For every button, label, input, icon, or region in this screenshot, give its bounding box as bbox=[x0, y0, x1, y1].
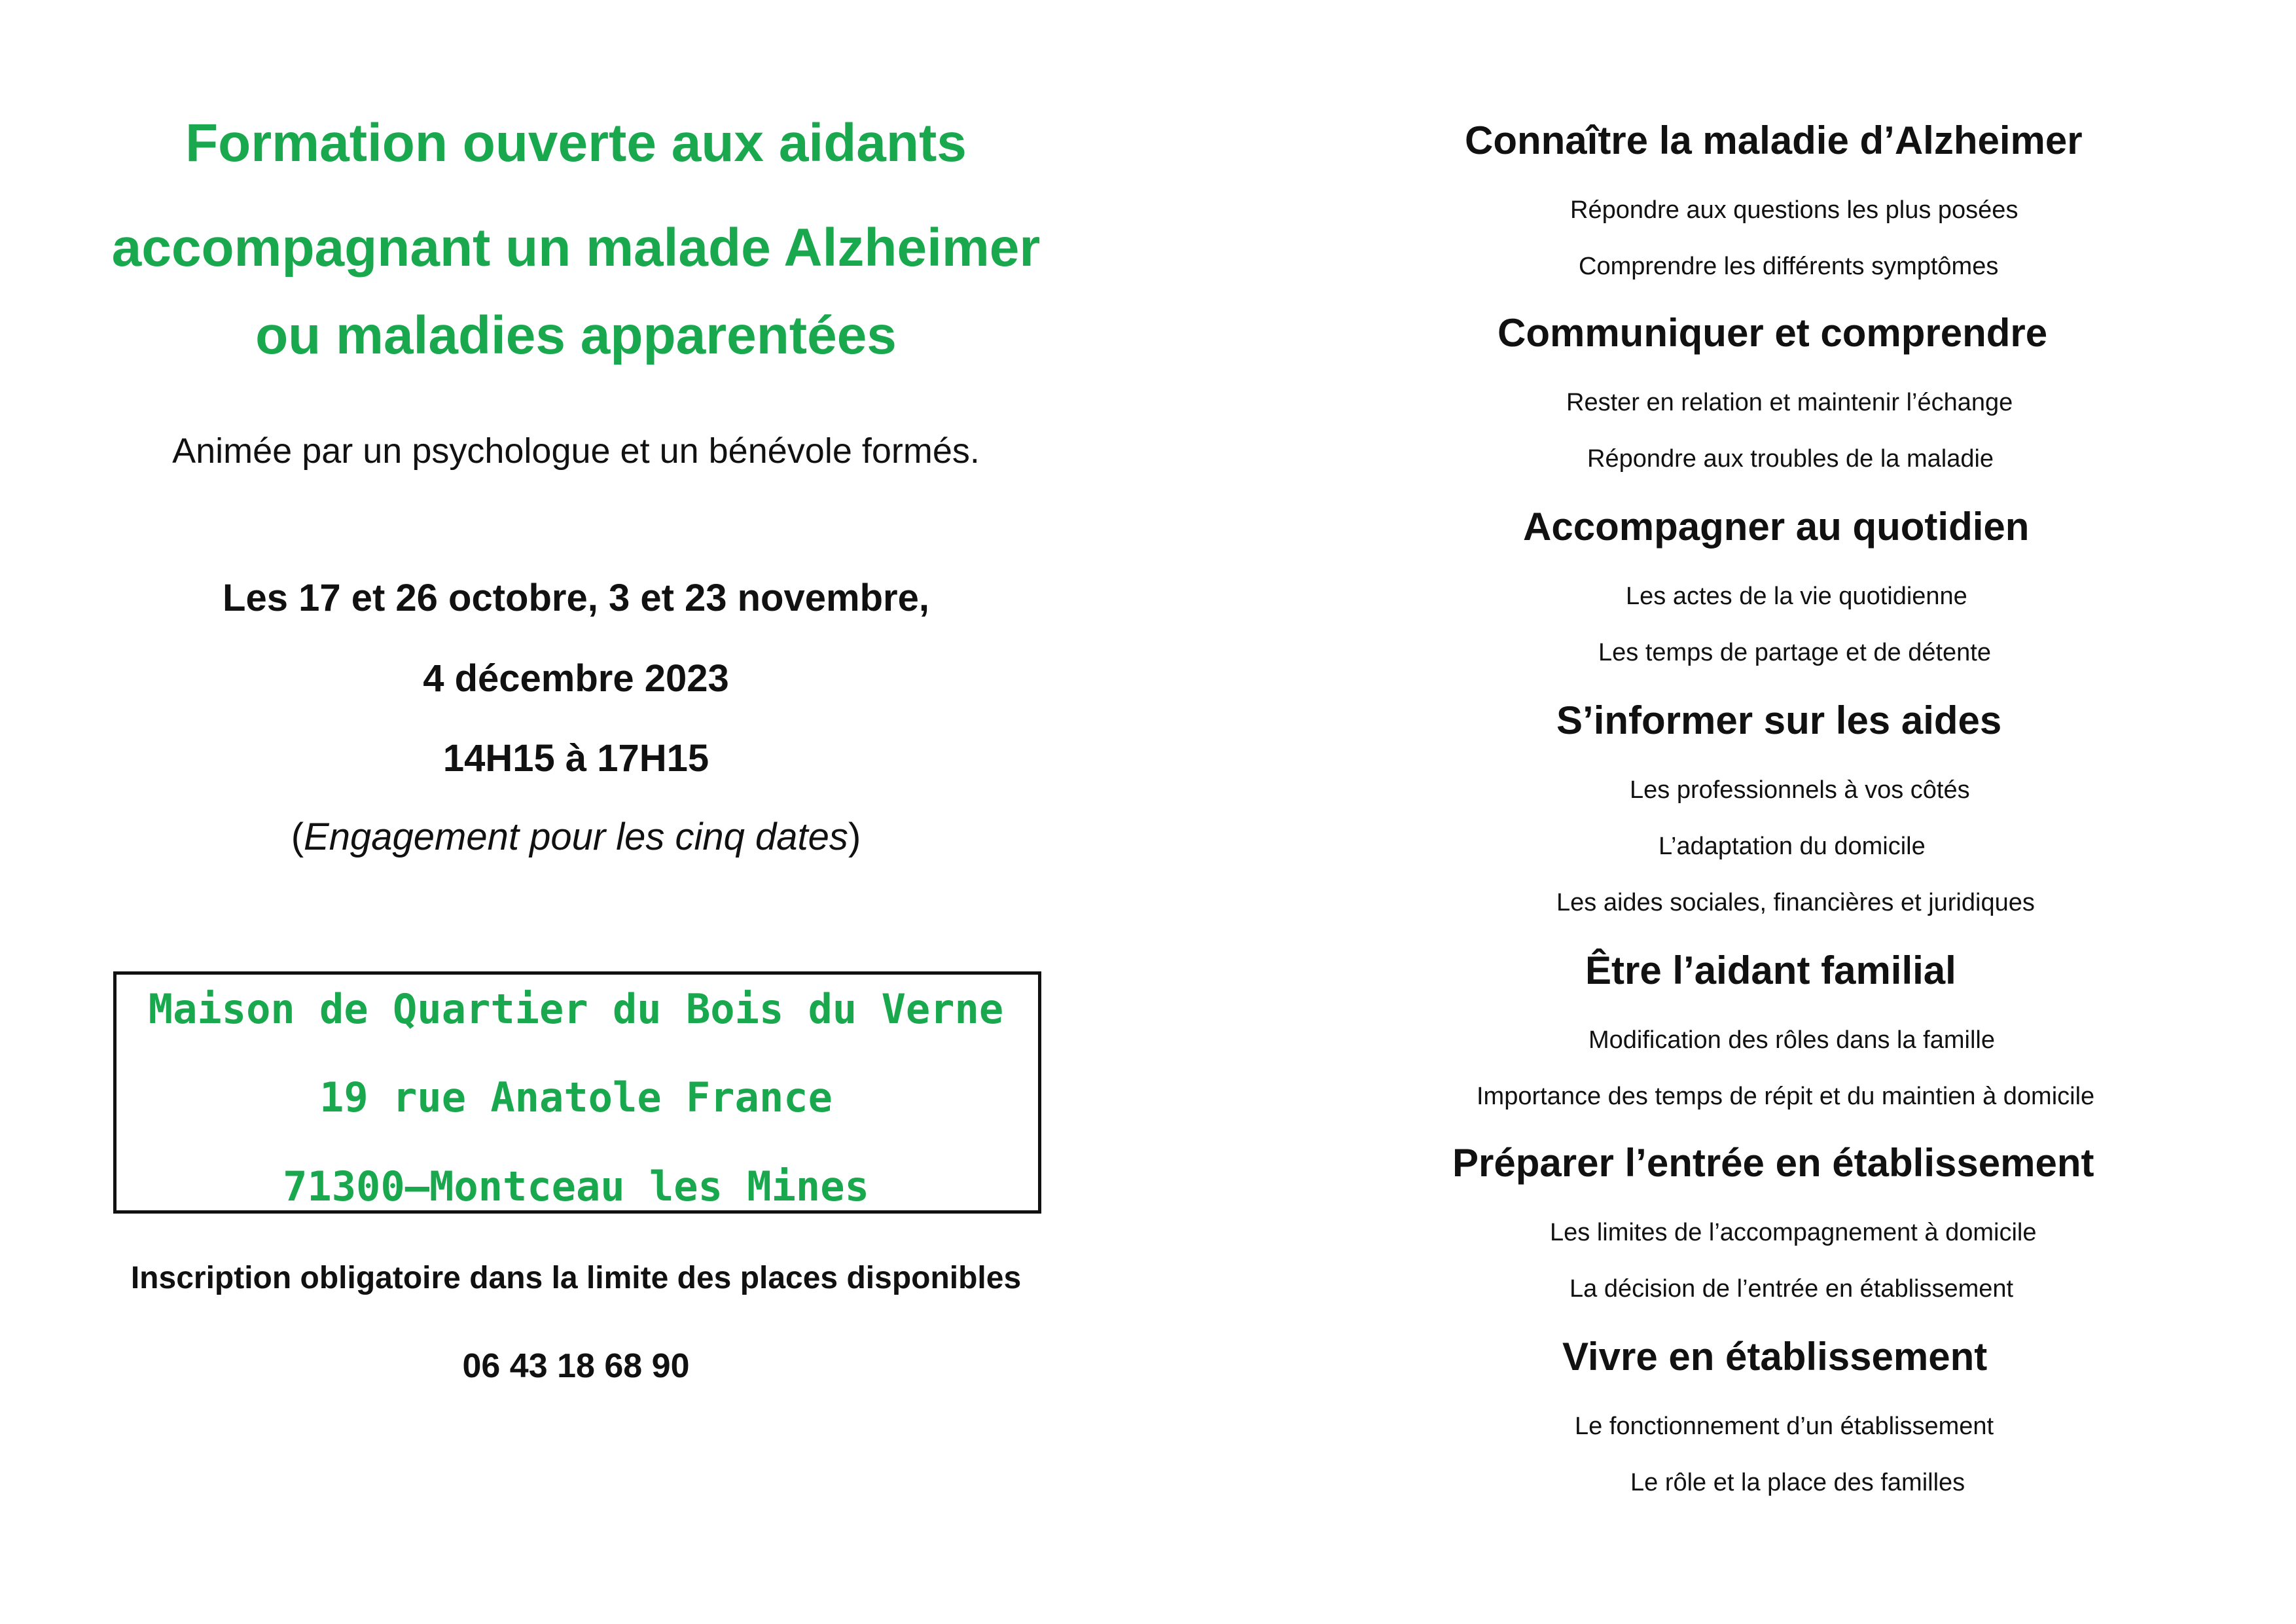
address-line-3: 71300—Montceau les Mines bbox=[283, 1163, 869, 1210]
commitment-open: ( bbox=[291, 816, 304, 858]
program-item: Les professionnels à vos côtés bbox=[1630, 776, 1970, 804]
title-line-3: ou maladies apparentées bbox=[255, 306, 897, 365]
program-item: Modification des rôles dans la famille bbox=[1588, 1026, 1995, 1054]
program-item: Le fonctionnement d’un établissement bbox=[1575, 1413, 1994, 1440]
program-item: Les actes de la vie quotidienne bbox=[1626, 583, 1967, 610]
program-item: La décision de l’entrée en établissement bbox=[1570, 1275, 2014, 1303]
program-item: Comprendre les différents symptômes bbox=[1579, 253, 1999, 280]
section-heading-aidant: Être l’aidant familial bbox=[1585, 948, 1956, 992]
section-heading-communiquer: Communiquer et comprendre bbox=[1498, 311, 2048, 355]
section-heading-alzheimer: Connaître la maladie d’Alzheimer bbox=[1465, 118, 2083, 162]
commitment-note bbox=[65, 815, 1086, 859]
program-item: Répondre aux questions les plus posées bbox=[1570, 196, 2018, 224]
commitment-close: ) bbox=[848, 816, 861, 858]
section-heading-quotidien: Accompagner au quotidien bbox=[1523, 505, 2030, 549]
section-heading-preparer: Préparer l’entrée en établissement bbox=[1452, 1141, 2094, 1185]
title-line-1: Formation ouverte aux aidants bbox=[185, 113, 967, 173]
dates-line-1: Les 17 et 26 octobre, 3 et 23 novembre, bbox=[223, 577, 929, 619]
program-item: Le rôle et la place des familles bbox=[1630, 1469, 1965, 1496]
program-item: Les limites de l’accompagnement à domicile bbox=[1550, 1219, 2037, 1246]
program-item: Les aides sociales, financières et juridiques bbox=[1556, 889, 2035, 916]
subtitle: Animée par un psychologue et un bénévole formés. bbox=[172, 431, 980, 471]
phone-number: 06 43 18 68 90 bbox=[462, 1347, 690, 1385]
program-item: L’adaptation du domicile bbox=[1659, 833, 1926, 860]
time-range: 14H15 à 17H15 bbox=[442, 737, 709, 780]
title-line-2: accompagnant un malade Alzheimer bbox=[111, 218, 1041, 278]
address-line-2: 19 rue Anatole France bbox=[319, 1074, 833, 1121]
section-heading-vivre: Vivre en établissement bbox=[1562, 1335, 1988, 1379]
program-item: Rester en relation et maintenir l’échange bbox=[1566, 389, 2013, 416]
section-heading-aides: S’informer sur les aides bbox=[1556, 698, 2002, 742]
program-item: Les temps de partage et de détente bbox=[1598, 639, 1991, 666]
dates-line-2: 4 décembre 2023 bbox=[423, 657, 729, 700]
address-line-1: Maison de Quartier du Bois du Verne bbox=[148, 985, 1004, 1033]
program-item: Importance des temps de répit et du maintien à domicile bbox=[1477, 1083, 2095, 1110]
commitment-text: Engagement pour les cinq dates bbox=[304, 816, 848, 858]
inscription-note: Inscription obligatoire dans la limite des places disponibles bbox=[130, 1261, 1022, 1295]
program-item: Répondre aux troubles de la maladie bbox=[1587, 445, 1994, 473]
